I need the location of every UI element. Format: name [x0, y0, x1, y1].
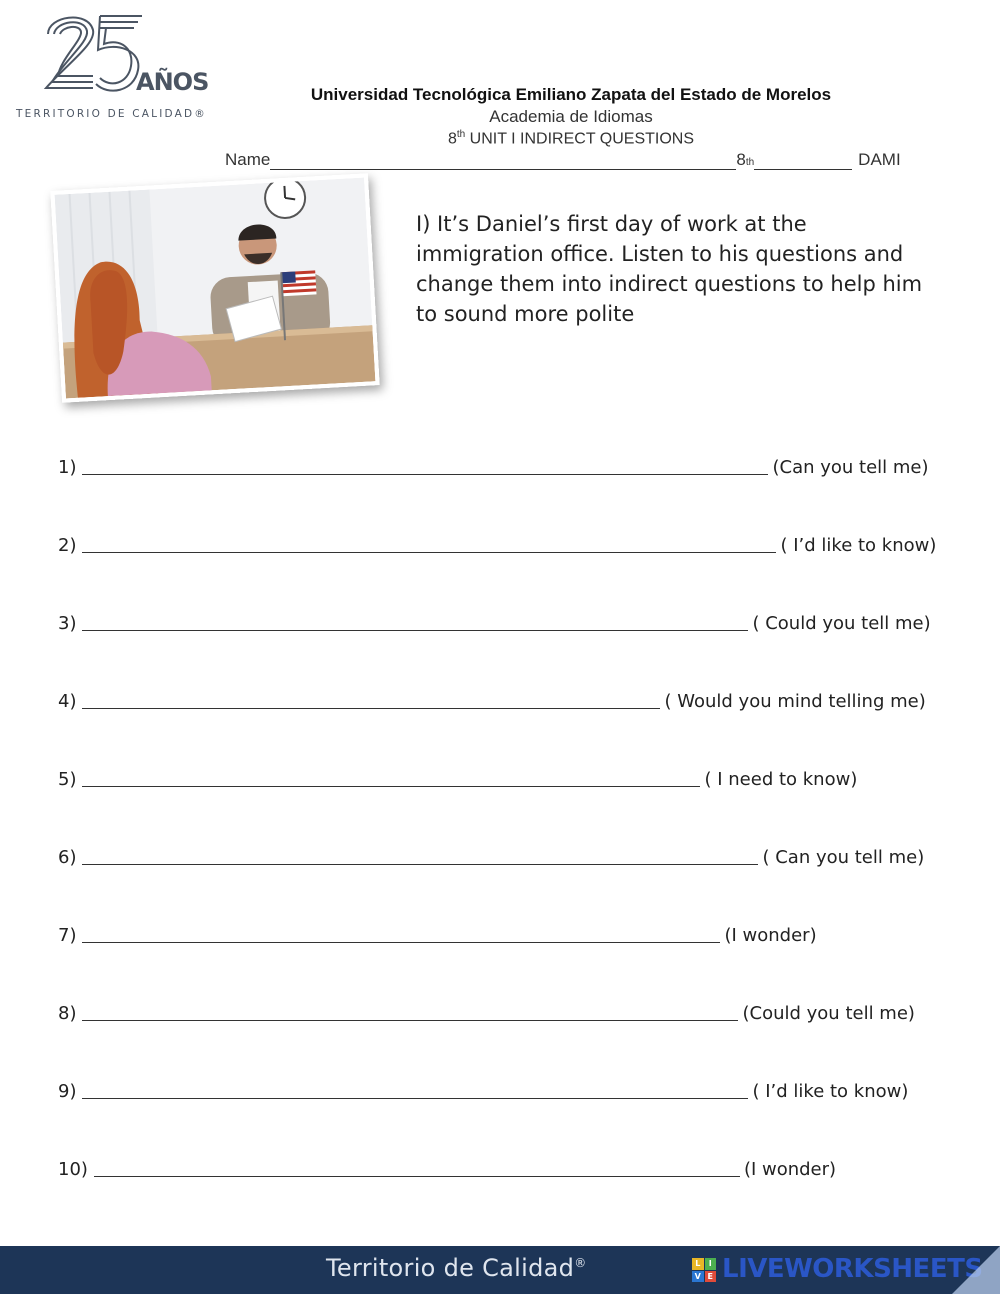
answer-line[interactable] [82, 845, 758, 865]
instructions-text: I) It’s Daniel’s first day of work at the immigration office. Listen to his questions and change them into indirect questions to help him to sound more polite [416, 212, 923, 326]
footer-brand-text: Territorio de Calidad [326, 1254, 575, 1282]
question-hint: (Can you tell me) [772, 457, 929, 478]
question-hint: (I wonder) [724, 925, 817, 946]
question-row [58, 608, 931, 634]
question-number: 10) [58, 1159, 88, 1180]
question-row [58, 920, 817, 946]
logo-anos-text: AÑOS [136, 68, 209, 96]
unit-number-suffix: th [456, 129, 466, 140]
question-row [58, 452, 929, 478]
name-field[interactable] [270, 153, 736, 170]
question-number: 6) [58, 847, 77, 868]
question-row [58, 998, 915, 1024]
name-label: Name [225, 150, 271, 169]
group-field[interactable] [754, 153, 852, 170]
question-number: 7) [58, 925, 77, 946]
answer-line[interactable] [82, 689, 660, 709]
question-row [58, 686, 926, 712]
university-title: Universidad Tecnológica Emiliano Zapata del Estado de Morelos [310, 85, 832, 104]
footer-bar [0, 1246, 1000, 1294]
answer-line[interactable] [82, 1079, 748, 1099]
academy-subtitle: Academia de Idiomas [489, 107, 653, 126]
question-row [58, 842, 924, 868]
question-row [58, 530, 936, 556]
student-info-row [225, 150, 901, 170]
grade-label: 8 [736, 150, 746, 169]
question-number: 9) [58, 1081, 77, 1102]
unit-title [200, 129, 942, 148]
question-row [58, 764, 857, 790]
question-hint: ( I’d like to know) [780, 535, 937, 556]
question-hint: ( Could you tell me) [752, 613, 931, 634]
question-number: 2) [58, 535, 77, 556]
question-number: 8) [58, 1003, 77, 1024]
unit-name: UNIT I INDIRECT QUESTIONS [465, 130, 694, 148]
liveworksheets-watermark: LIVEWORKSHEETS [722, 1254, 983, 1284]
question-number: 3) [58, 613, 77, 634]
question-hint: ( Would you mind telling me) [664, 691, 926, 712]
question-hint: (Could you tell me) [742, 1003, 915, 1024]
answer-line[interactable] [82, 767, 700, 787]
question-hint: ( I’d like to know) [752, 1081, 909, 1102]
answer-line[interactable] [82, 923, 720, 943]
question-hint: (I wonder) [743, 1159, 837, 1180]
interview-illustration [55, 178, 376, 399]
unit-number: 8 [447, 130, 457, 148]
answer-line[interactable] [82, 533, 776, 553]
question-number: 4) [58, 691, 77, 712]
group-label: DAMI [858, 150, 901, 169]
question-number: 1) [58, 457, 77, 478]
interview-photo [50, 173, 379, 402]
grade-suffix: th [745, 157, 755, 168]
answer-line[interactable] [82, 455, 768, 475]
answer-line[interactable] [82, 1001, 738, 1021]
question-row [58, 1154, 836, 1180]
answer-line[interactable] [94, 1157, 740, 1177]
page-curl-icon [952, 1246, 1000, 1294]
answer-line[interactable] [82, 611, 748, 631]
question-hint: ( Can you tell me) [762, 847, 925, 868]
liveworksheets-icon: L I V E [692, 1258, 716, 1282]
footer-brand [326, 1254, 587, 1282]
footer-brand-mark: ® [574, 1256, 587, 1270]
logo-25-icon [38, 8, 148, 103]
question-row [58, 1076, 908, 1102]
logo-tagline: TERRITORIO DE CALIDAD® [16, 108, 207, 120]
question-hint: ( I need to know) [704, 769, 858, 790]
question-number: 5) [58, 769, 77, 790]
